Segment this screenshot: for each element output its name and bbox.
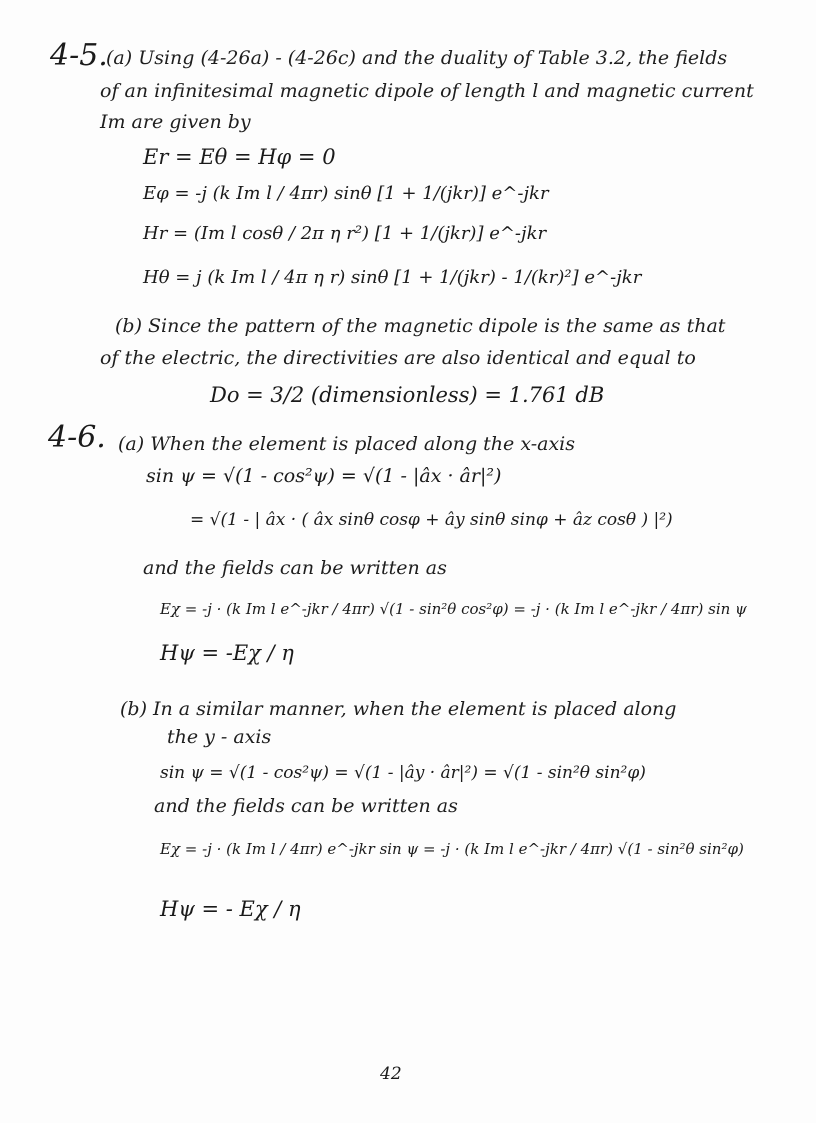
page-number: 42 bbox=[380, 1064, 402, 1084]
problem-4-6-fields-line-a: and the fields can be written as bbox=[143, 557, 447, 579]
equation-ephi: Eφ = -j (k Im l / 4πr) sinθ [1 + 1/(jkr)] e^-jkr bbox=[143, 183, 549, 204]
equation-sin-psi-x: sin ψ = √(1 - cos²ψ) = √(1 - |âx · âr|²) bbox=[146, 465, 502, 487]
problem-4-6-part-a-line1: (a) When the element is placed along the x-axis bbox=[118, 433, 576, 455]
equation-h-psi-y: Hψ = - Eχ / η bbox=[160, 897, 301, 921]
equation-hr: Hr = (Im l cosθ / 2π η r²) [1 + 1/(jkr)] e^-jkr bbox=[143, 223, 547, 244]
equation-sin-psi-expanded: = √(1 - | âx · ( âx sinθ cosφ + ây sinθ sinφ + âz cosθ ) |²) bbox=[190, 510, 673, 530]
equation-e-chi-x: Eχ = -j · (k Im l e^-jkr / 4πr) √(1 - sin²θ cos²φ) = -j · (k Im l e^-jkr / 4πr) sin ψ bbox=[160, 600, 747, 618]
problem-4-5-part-b-line2: of the electric, the directivities are also identical and equal to bbox=[100, 347, 696, 369]
problem-4-5-intro-line1: (a) Using (4-26a) - (4-26c) and the duality of Table 3.2, the fields bbox=[106, 47, 728, 69]
equation-e-chi-y: Eχ = -j · (k Im l / 4πr) e^-jkr sin ψ = -j · (k Im l e^-jkr / 4πr) √(1 - sin²θ sin²φ) bbox=[160, 840, 744, 858]
problem-4-5-intro-line2: of an infinitesimal magnetic dipole of length l and magnetic current bbox=[100, 80, 754, 102]
problem-4-6-fields-line-b: and the fields can be written as bbox=[154, 795, 458, 817]
problem-number-4-5: 4-5. bbox=[50, 38, 108, 73]
problem-4-5-intro-line3: Im are given by bbox=[100, 111, 251, 133]
equation-er-etheta-hphi: Er = Eθ = Hφ = 0 bbox=[143, 145, 336, 169]
equation-htheta: Hθ = j (k Im l / 4π η r) sinθ [1 + 1/(jkr) - 1/(kr)²] e^-jkr bbox=[143, 267, 642, 288]
equation-h-psi-x: Hψ = -Eχ / η bbox=[160, 641, 294, 665]
problem-4-6-part-b-line1: (b) In a similar manner, when the element is placed along bbox=[120, 698, 677, 720]
equation-sin-psi-y: sin ψ = √(1 - cos²ψ) = √(1 - |ây · âr|²) = √(1 - sin²θ sin²φ) bbox=[160, 763, 646, 783]
directivity-equation: Do = 3/2 (dimensionless) = 1.761 dB bbox=[210, 383, 605, 407]
problem-4-6-part-b-line2: the y - axis bbox=[167, 726, 272, 748]
problem-4-5-part-b-line1: (b) Since the pattern of the magnetic dipole is the same as that bbox=[115, 315, 726, 337]
problem-number-4-6: 4-6. bbox=[48, 420, 106, 455]
